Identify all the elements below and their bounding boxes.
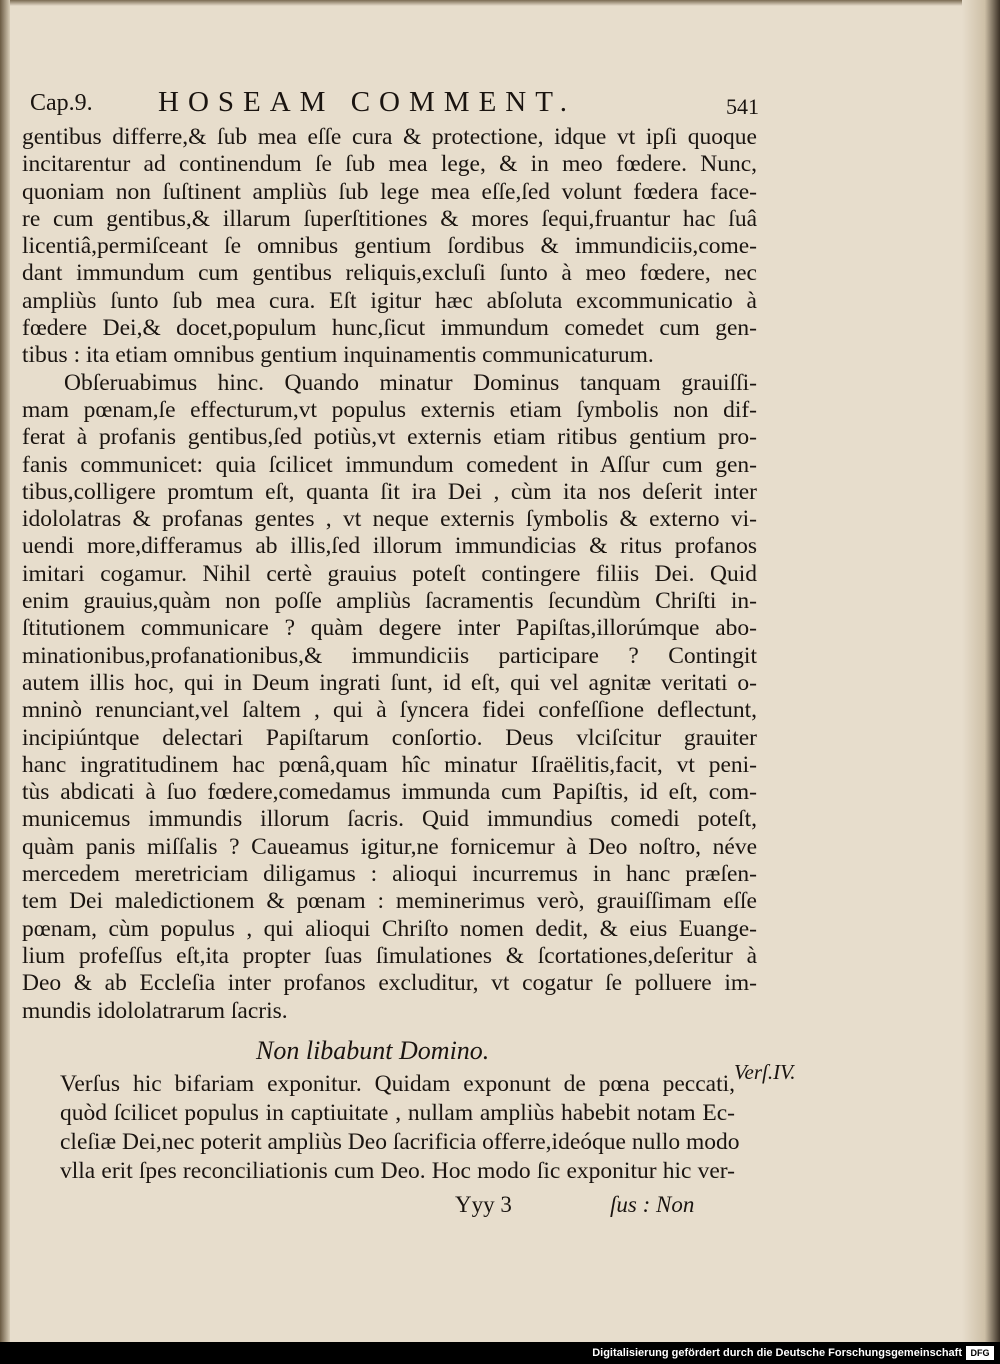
text-line: incitarentur ad continendum ſe ſub mea lege, & in meo fœdere. Nunc,: [22, 151, 757, 178]
page-edge-right: [962, 0, 1000, 1342]
text-line: gentibus differre,& ſub mea eſſe cura & protectione, idque vt ipſi quoque: [22, 124, 757, 150]
page-number: 541: [726, 94, 759, 119]
text-line: vlla erit ſpes reconciliationis cum Deo. Hoc modo ſic exponitur hic ver-: [60, 1158, 735, 1184]
text-line: tem Dei maledictionem & pœnam : meminerimus verò, grauiſſimam eſſe: [22, 888, 757, 915]
body-text: [22, 124, 757, 1025]
text-line: mundis idololatrarum ſacris.: [22, 997, 288, 1024]
text-line: mam pœnam,ſe effecturum,vt populus externis etiam ſymbolis non dif-: [22, 396, 757, 423]
text-line: licentiâ,permiſceant ſe omnibus gentium ſordibus & immundiciis,come-: [22, 233, 757, 260]
signature-mark: Yyy 3: [455, 1192, 512, 1217]
text-line: tùs abdicati à ſuo fœdere,comedamus immunda cum Papiſtis, id eſt, com-: [22, 779, 757, 806]
text-line: re cum gentibus,& illarum ſuperſtitiones & mores ſequi,fruantur hac ſuâ: [22, 205, 757, 232]
text-line: incipiúntque delectari Papiſtarum conſortio. Deus vlciſcitur grauiter: [22, 724, 757, 751]
dfg-logo: DFG: [966, 1346, 994, 1360]
text-line: Verſus hic bifariam exponitur. Quidam exponunt de pœna peccati,: [60, 1071, 735, 1097]
running-title: HOSEAM COMMENT.: [158, 86, 577, 118]
page-edge-left: [0, 0, 10, 1342]
text-line: dant immundum cum gentibus reliquis,excluſi ſunto à meo fœdere, nec: [22, 260, 757, 287]
text-line: lium profeſſus eſt,ita propter ſuas ſimulationes & ſcortationes,deſeritur à: [22, 942, 757, 969]
text-line: pœnam, cùm populus , qui alioqui Chriſto nomen dedit, & eius Euange-: [22, 915, 757, 942]
catchword: ſus : Non: [610, 1192, 695, 1217]
text-line: ſtitutionem communicare ? quàm degere inter Papiſtas,illorúmque abo-: [22, 615, 757, 642]
text-line: cleſiæ Dei,nec poterit ampliùs Deo ſacrificia offerre,ideóque nullo modo: [60, 1129, 740, 1155]
margin-note: Verſ.IV.: [734, 1060, 796, 1084]
chapter-label: Cap.9.: [30, 90, 93, 116]
text-line: Deo & ab Eccleſia inter profanos excluditur, vt cogatur ſe polluere im-: [22, 970, 757, 997]
page-edge-top: [0, 0, 1000, 6]
text-line: fanis communicet: quia ſcilicet immundum comedent in Aſſur cum gen-: [22, 451, 757, 478]
text-line: quàm panis miſſalis ? Caueamus igitur,ne fornicemur à Deo noſtro, néve: [22, 833, 757, 860]
footer-credit: Digitalisierung gefördert durch die Deutsche Forschungsgemeinschaft: [592, 1347, 962, 1359]
text-line: hanc ingratitudinem hac pœnâ,quam hîc minatur Iſraëlitis,facit, vt peni-: [22, 751, 757, 778]
text-line: uendi more,differamus ab illis,ſed illorum immundicias & ritus profanos: [22, 533, 757, 560]
text-line: quòd ſcilicet populus in captiuitate , nullam ampliùs habebit notam Ec-: [60, 1100, 735, 1126]
catchline: [0, 1188, 1000, 1218]
text-line: idololatras & profanas gentes , vt neque externis ſymbolis & externo vi-: [22, 506, 757, 533]
text-line: quoniam non ſuſtinent ampliùs ſub lege mea eſſe,ſed volunt fœdera face-: [22, 178, 757, 205]
text-line: tibus,colligere promtum eſt, quanta ſit ira Dei , cùm ita nos deſerit inter: [22, 478, 757, 505]
footer-bar: [0, 1342, 1000, 1364]
running-head: [30, 86, 759, 126]
text-line: ampliùs ſunto ſub mea cura. Eſt igitur hæc abſoluta excommunicatio à: [22, 287, 757, 314]
text-line: tibus : ita etiam omnibus gentium inquinamentis communicaturum.: [22, 342, 654, 369]
text-line: ferat à profanis gentibus,ſed potiùs,vt externis etiam ritibus gentium pro-: [22, 424, 757, 451]
text-line: autem illis hoc, qui in Deum ingrati ſunt, id eſt, qui vel agnitæ veritati o-: [22, 669, 757, 696]
section-heading: Non libabunt Domino.: [256, 1036, 490, 1065]
text-line: fœdere Dei,& docet,populum hunc,ſicut immundum comedet cum gen-: [22, 315, 757, 342]
text-line: mercedem meretriciam diligamus : alioqui incurremus in hanc præſen-: [22, 861, 757, 888]
text-line: mninò renunciant,vel ſaltem , qui à ſyncera fidei confeſſione deflectunt,: [22, 697, 757, 724]
text-line: municemus immundis illorum ſacris. Quid immundius comedi poteſt,: [22, 806, 757, 833]
body-text-verse: [60, 1070, 740, 1186]
text-line: enim grauius,quàm non poſſe ampliùs ſacramentis ſecundùm Chriſti in-: [22, 588, 757, 615]
text-line: imitari cogamur. Nihil certè grauius poteſt contingere filiis Dei. Quid: [22, 560, 757, 587]
text-line: minationibus,profanationibus,& immundiciis participare ? Contingit: [22, 642, 757, 669]
text-line: Obſeruabimus hinc. Quando minatur Dominus tanquam grauiſſi-: [64, 369, 757, 396]
